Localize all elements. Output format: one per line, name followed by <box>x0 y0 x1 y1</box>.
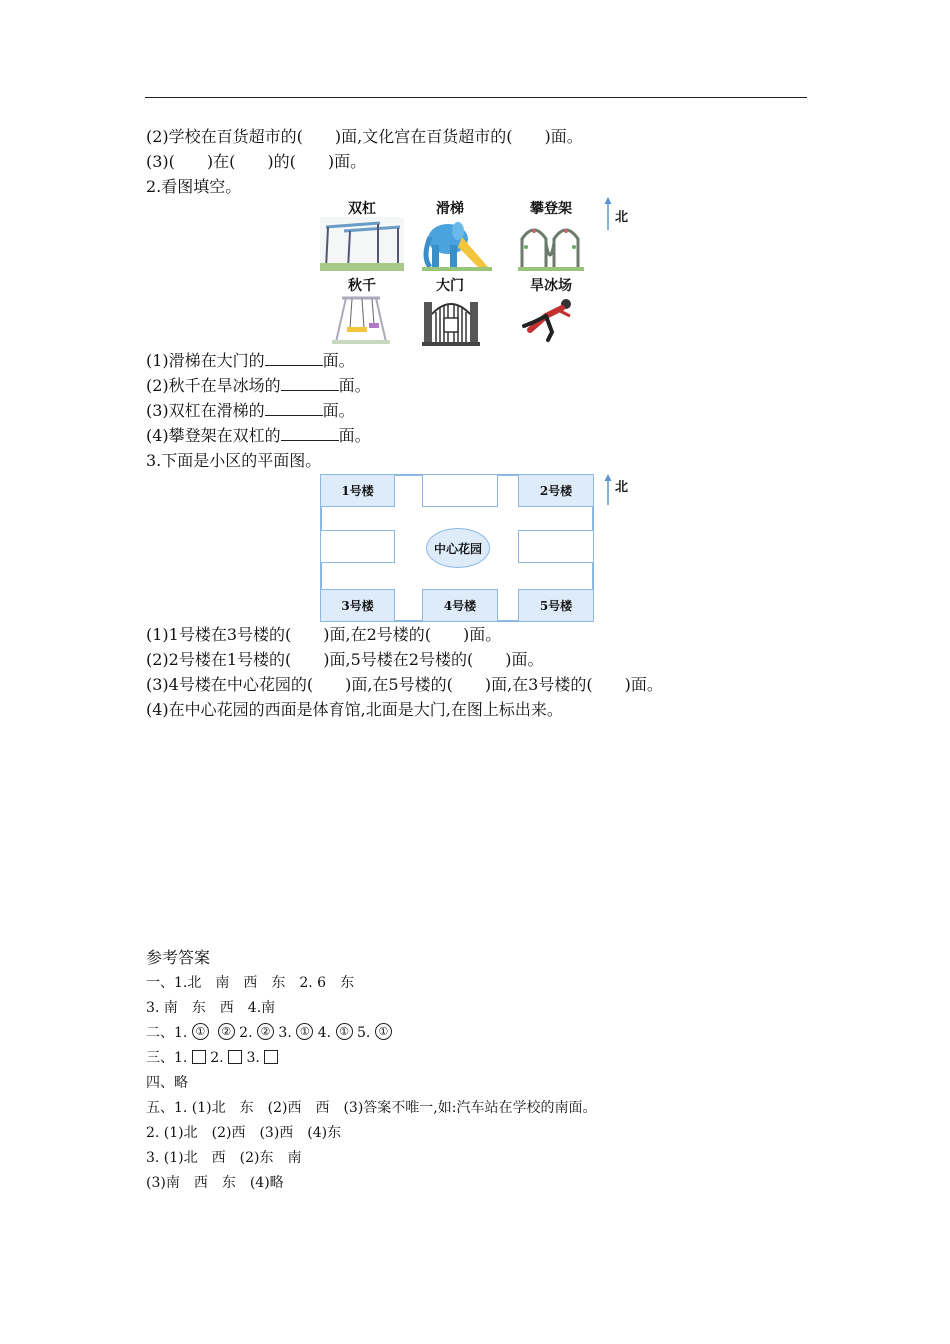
answers-title: 参考答案 <box>146 948 211 967</box>
swing-picture <box>332 294 390 344</box>
building-1: 1号楼 <box>320 474 395 507</box>
answer-blank[interactable] <box>265 350 323 366</box>
central-garden: 中心花园 <box>426 528 490 568</box>
label-slide: 滑梯 <box>436 201 464 217</box>
building-2: 2号楼 <box>518 474 594 507</box>
empty-lot-west <box>320 530 395 563</box>
parallel-bars-picture <box>320 217 404 271</box>
north-arrow-icon <box>603 197 613 231</box>
label-skating-rink: 旱冰场 <box>530 278 572 294</box>
header-rule <box>145 97 807 98</box>
answer-line-1: 一、1.北 南 西 东 2. 6 东 <box>146 975 355 991</box>
label-climbing-frame: 攀登架 <box>530 201 572 217</box>
climbing-frame-picture <box>518 217 584 271</box>
label-swing: 秋千 <box>348 278 376 294</box>
answer-line-8: 3. (1)北 西 (2)东 南 <box>146 1150 302 1166</box>
map-north-label: 北 <box>615 480 629 495</box>
checkbox-icon <box>192 1050 206 1064</box>
building-5: 5号楼 <box>518 589 594 622</box>
question-3-4: (4)在中心花园的西面是体育馆,北面是大门,在图上标出来。 <box>146 700 563 719</box>
answer-line-6: 五、1. (1)北 东 (2)西 西 (3)答案不唯一,如:汽车站在学校的南面。 <box>146 1100 597 1116</box>
question-3-1: (1)1号楼在3号楼的( )面,在2号楼的( )面。 <box>146 625 502 644</box>
question-2-1: (1)滑梯在大门的 面。 <box>146 351 355 370</box>
question-2-2: (2)秋千在旱冰场的 面。 <box>146 376 371 395</box>
question-2-title: 2.看图填空。 <box>146 177 242 196</box>
empty-lot-top <box>422 474 498 507</box>
label-gate: 大门 <box>436 278 464 294</box>
answer-line-4: 三、1. 2. 3. <box>146 1048 278 1068</box>
answer-blank[interactable] <box>281 375 339 391</box>
checkbox-icon <box>228 1050 242 1064</box>
answer-line-2: 3. 南 东 西 4.南 <box>146 1000 276 1016</box>
answer-line-9: (3)南 西 东 (4)略 <box>146 1175 284 1191</box>
question-2-3: (3)双杠在滑梯的 面。 <box>146 401 355 420</box>
skater-picture <box>522 296 578 342</box>
question-3-2: (2)2号楼在1号楼的( )面,5号楼在2号楼的( )面。 <box>146 650 544 669</box>
building-4: 4号楼 <box>422 589 498 622</box>
answer-blank[interactable] <box>281 425 339 441</box>
question-1-2: (2)学校在百货超市的( )面,文化宫在百货超市的( )面。 <box>146 127 583 146</box>
answer-line-5: 四、略 <box>146 1075 188 1091</box>
question-3-3: (3)4号楼在中心花园的( )面,在5号楼的( )面,在3号楼的( )面。 <box>146 675 663 694</box>
label-parallel-bars: 双杠 <box>348 201 376 217</box>
slide-picture <box>422 217 492 271</box>
answer-line-7: 2. (1)北 (2)西 (3)西 (4)东 <box>146 1125 342 1141</box>
question-3-title: 3.下面是小区的平面图。 <box>146 451 322 470</box>
answer-blank[interactable] <box>265 400 323 416</box>
answer-line-3: 二、1. ① ② 2. ② 3. ① 4. ① 5. ① <box>146 1023 392 1043</box>
question-2-4: (4)攀登架在双杠的 面。 <box>146 426 371 445</box>
checkbox-icon <box>264 1050 278 1064</box>
question-1-3: (3)( )在( )的( )面。 <box>146 152 367 171</box>
empty-lot-east <box>518 530 594 563</box>
map-north-arrow-icon <box>603 474 613 506</box>
gate-picture <box>422 294 480 346</box>
building-3: 3号楼 <box>320 589 395 622</box>
north-label: 北 <box>615 210 629 225</box>
